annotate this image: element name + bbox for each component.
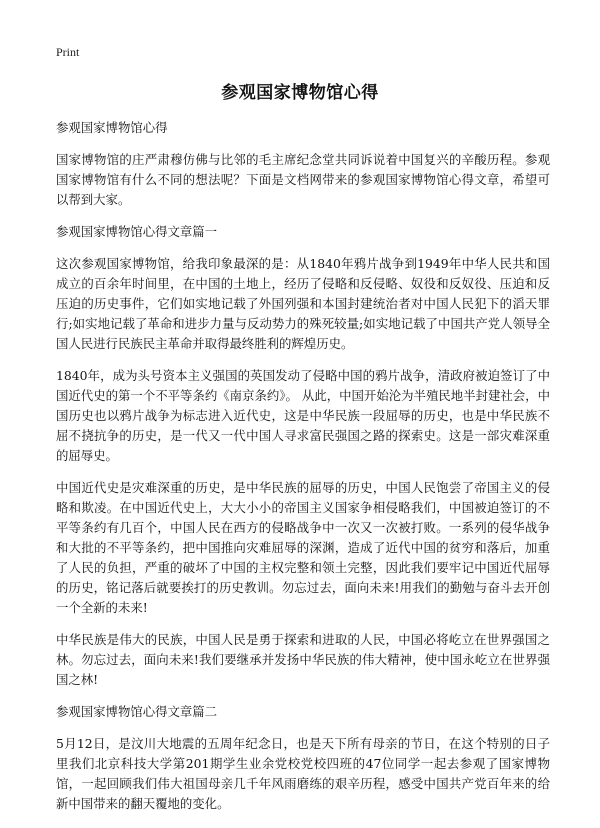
section1-paragraph: 这次参观国家博物馆，给我印象最深的是：从1840年鸦片战争到1949年中华人民共和国成立的百余年时间里，在中国的土地上，经历了侵略和反侵略、奴役和反奴役、压迫和反压迫的历史事件，它们如实地记载了外国列强和本国封建统治者对中国人民犯下的滔天罪行;如实地记载了革命和进步力量与反动势力的殊死较量;如实地记载了中国共产党人领导全国人民进行民族民主革命并取得最终胜利的辉煌历史。: [56, 256, 550, 351]
document-subtitle: 参观国家博物馆心得: [56, 120, 168, 135]
document-body: [56, 118, 550, 826]
section2-paragraph: 5月12日，是汶川大地震的五周年纪念日，也是天下所有母亲的节日，在这个特别的日子里我们北京科技大学第201期学生业余党校党校四班的47位同学一起去参观了国家博物馆，一起回顾我们伟大祖国母亲几千年风雨磨练的艰辛历程，感受中国共产党百年来的给新中国带来的翻天覆地的变化。: [56, 736, 550, 811]
print-label: Print: [56, 45, 80, 59]
section1-paragraph: 中华民族是伟大的民族，中国人民是勇于探索和进取的人民，中国必将屹立在世界强国之林。勿忘过去，面向未来!我们要继承并发扬中华民族的伟大精神，使中国永屹立在世界强国之林!: [56, 632, 550, 687]
section1-paragraph: 中国近代史是灾难深重的历史，是中华民族的屈辱的历史，中国人民饱尝了帝国主义的侵略和欺凌。在中国近代史上，大大小小的帝国主义国家争相侵略我们，中国被迫签订的不平等条约有几百个，中国人民在西方的侵略战争中一次又一次被打败。一系列的侵华战争和大批的不平等条约，把中国推向灾难屈辱的深渊，造成了近代中国的贫穷和落后，加重了人民的负担，严重的破坏了中国的主权完整和领土完整，因此我们要牢记中国近代屈辱的历史，铭记落后就要挨打的历史教训。勿忘过去，面向未来!用我们的勤勉与奋斗去开创一个全新的未来!: [56, 480, 550, 615]
section1-paragraph: 1840年，成为头号资本主义强国的英国发动了侵略中国的鸦片战争，清政府被迫签订了中国近代史的第一个不平等条约《南京条约》。 从此，中国开始沦为半殖民地半封建社会，中国历史也以鸦片战争为标志进入近代史，这是中华民族一段屈辱的历史，也是中华民族不屈不挠抗争的历史，是一代又一代中国人寻求富民强国之路的探索史。这是一部灾难深重的屈辱史。: [56, 368, 550, 463]
document-title: 参观国家博物馆心得: [221, 83, 379, 103]
section-heading-1: 参观国家博物馆心得文章篇一: [56, 224, 218, 239]
section-heading-2: 参观国家博物馆心得文章篇二: [56, 704, 218, 719]
intro-paragraph: 国家博物馆的庄严肃穆仿佛与比邻的毛主席纪念堂共同诉说着中国复兴的辛酸历程。参观国家博物馆有什么不同的想法呢？下面是文档网带来的参观国家博物馆心得文章，希望可以帮到大家。: [56, 152, 550, 207]
